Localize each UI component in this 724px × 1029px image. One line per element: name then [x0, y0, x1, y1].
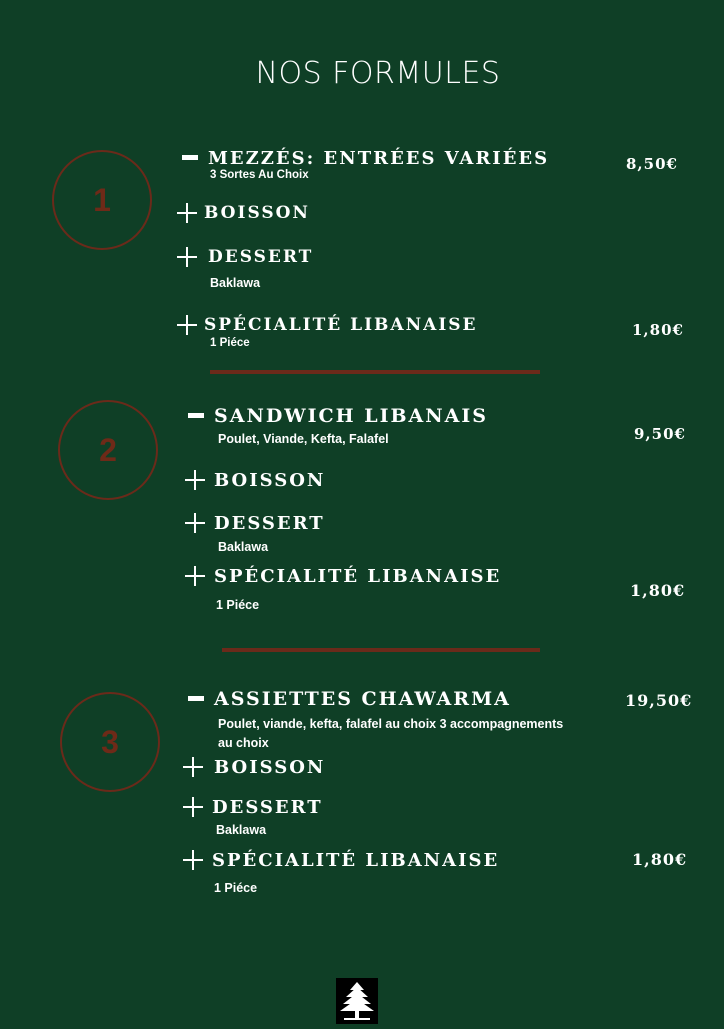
page-title: NOS FORMULES [255, 56, 501, 91]
item-name: DESSERT [212, 796, 323, 818]
item-detail: 3 Sortes Au Choix [210, 169, 309, 181]
minus-icon [186, 688, 210, 710]
item-name: BOISSON [204, 203, 310, 223]
item-detail: Baklawa [218, 540, 269, 554]
item-name: DESSERT [208, 247, 314, 267]
plus-icon [176, 246, 200, 268]
plus-icon [182, 796, 206, 818]
dessert-item-2 [184, 512, 325, 534]
formule-number-2: 2 [58, 400, 158, 500]
item-detail: Baklawa [210, 276, 261, 290]
item-price: 1,80€ [632, 321, 684, 339]
plus-icon [184, 565, 208, 587]
dessert-item-3 [182, 796, 323, 818]
item-price: 8,50€ [626, 155, 678, 173]
main-item-2 [186, 405, 488, 427]
formule-number-3: 3 [60, 692, 160, 792]
plus-icon [182, 849, 206, 871]
item-name: BOISSON [214, 469, 326, 491]
item-name: SANDWICH LIBANAIS [214, 405, 488, 427]
item-detail: 1 Piéce [210, 337, 250, 349]
item-name: BOISSON [214, 756, 326, 778]
item-detail-continued: au choix [218, 736, 269, 750]
item-name: SPÉCIALITÉ LIBANAISE [214, 565, 502, 587]
item-name: SPÉCIALITÉ LIBANAISE [204, 315, 478, 335]
item-detail: 1 Piéce [216, 598, 260, 612]
dessert-item-1 [176, 246, 313, 268]
item-price: 9,50€ [634, 425, 686, 443]
specialite-item-2 [184, 565, 501, 587]
item-price: 1,80€ [630, 581, 686, 600]
item-name: SPÉCIALITÉ LIBANAISE [212, 849, 500, 871]
minus-icon [180, 147, 204, 169]
item-detail: Baklawa [216, 823, 267, 837]
divider [222, 648, 540, 652]
boisson-item-3 [182, 756, 325, 778]
item-price: 1,80€ [632, 850, 688, 869]
formule-number-1: 1 [52, 150, 152, 250]
item-detail: 1 Piéce [214, 881, 258, 895]
divider [210, 370, 540, 374]
main-item-1 [180, 147, 549, 169]
item-name: ASSIETTES CHAWARMA [214, 688, 511, 710]
plus-icon [176, 314, 200, 336]
plus-icon [184, 512, 208, 534]
main-item-3 [186, 688, 511, 710]
minus-icon [186, 405, 210, 427]
boisson-item-1 [176, 202, 310, 224]
item-detail: Poulet, viande, kefta, falafel au choix 3 accompagnements [218, 717, 564, 731]
specialite-item-1 [176, 314, 478, 336]
plus-icon [176, 202, 200, 224]
item-name: DESSERT [214, 512, 325, 534]
boisson-item-2 [184, 469, 325, 491]
plus-icon [182, 756, 206, 778]
specialite-item-3 [182, 849, 499, 871]
plus-icon [184, 469, 208, 491]
item-name: MEZZÉS: ENTRÉES VARIÉES [208, 147, 550, 169]
item-price: 19,50€ [625, 691, 693, 710]
cedar-tree-icon [336, 978, 378, 1024]
item-detail: Poulet, Viande, Kefta, Falafel [218, 432, 389, 446]
